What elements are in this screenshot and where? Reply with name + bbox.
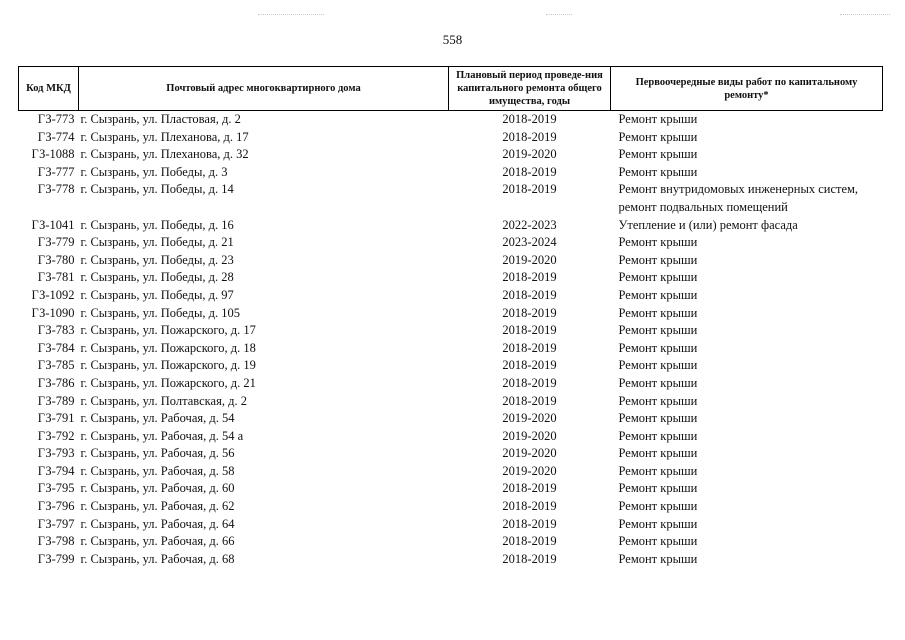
cell-code: ГЗ-781 [37,270,75,285]
cell-period: 2018-2019 [502,340,557,355]
table-row [19,181,883,216]
cell-code: ГЗ-1041 [31,217,75,232]
cell-code: ГЗ-791 [37,411,75,426]
cell-code: ГЗ-785 [37,358,75,373]
cell-address: г. Сызрань, ул. Пожарского, д. 21 [80,375,256,390]
cell-code: ГЗ-796 [37,499,75,514]
table-row [19,375,883,393]
cell-period: 2022-2023 [502,217,557,232]
table-row [19,234,883,252]
header-period: Плановый период проведе-ния капитального ремонта общего имущества, годы [449,67,611,111]
cell-work: Ремонт крыши [618,446,698,461]
table-row [19,287,883,305]
cell-work: Ремонт крыши [618,305,698,320]
cell-work: Ремонт крыши [618,463,698,478]
cell-work: Ремонт крыши [618,340,698,355]
cell-address: г. Сызрань, ул. Рабочая, д. 60 [80,481,235,496]
table-row [19,217,883,235]
cell-address: г. Сызрань, ул. Победы, д. 105 [80,305,240,320]
cell-period: 2018-2019 [502,481,557,496]
table-row [19,516,883,534]
cell-code: ГЗ-1088 [31,147,75,162]
cell-address: г. Сызрань, ул. Рабочая, д. 56 [80,446,235,461]
table-row [19,480,883,498]
cell-address: г. Сызрань, ул. Рабочая, д. 66 [80,534,235,549]
cell-period: 2018-2019 [502,551,557,566]
cell-code: ГЗ-786 [37,375,75,390]
cell-work: Ремонт крыши [618,551,698,566]
table-row [19,111,883,129]
header-code: Код МКД [19,67,79,111]
cell-code: ГЗ-778 [37,182,75,197]
cell-work: Ремонт крыши [618,393,698,408]
header-work: Первоочередные виды работ по капитальному ремонту* [611,67,883,111]
cell-address: г. Сызрань, ул. Пожарского, д. 19 [80,358,256,373]
cell-work: Ремонт крыши [618,481,698,496]
cell-address: г. Сызрань, ул. Полтавская, д. 2 [80,393,247,408]
table-row [19,445,883,463]
cell-code: ГЗ-795 [37,481,75,496]
scan-noise [258,14,324,17]
cell-address: г. Сызрань, ул. Рабочая, д. 64 [80,516,235,531]
cell-address: г. Сызрань, ул. Рабочая, д. 54 а [80,428,244,443]
scan-noise [546,14,572,17]
cell-period: 2018-2019 [502,164,557,179]
table-row [19,322,883,340]
cell-address: г. Сызрань, ул. Плеханова, д. 17 [80,129,249,144]
cell-work: Ремонт крыши [618,252,698,267]
table-row [19,410,883,428]
cell-work: Ремонт крыши [618,129,698,144]
cell-work: Утепление и (или) ремонт фасада [618,217,798,232]
cell-code: ГЗ-798 [37,534,75,549]
cell-period: 2019-2020 [502,252,557,267]
cell-work: Ремонт внутридомовых инженерных систем, ремонт подвальных помещений [618,182,859,214]
cell-period: 2018-2019 [502,287,557,302]
cell-period: 2019-2020 [502,428,557,443]
table-row [19,498,883,516]
table-row [19,146,883,164]
header-row [19,67,883,111]
cell-code: ГЗ-793 [37,446,75,461]
cell-address: г. Сызрань, ул. Рабочая, д. 54 [80,411,235,426]
cell-work: Ремонт крыши [618,534,698,549]
cell-code: ГЗ-777 [37,164,75,179]
cell-address: г. Сызрань, ул. Победы, д. 28 [80,270,234,285]
cell-code: ГЗ-773 [37,112,75,126]
cell-address: г. Сызрань, ул. Пожарского, д. 18 [80,340,256,355]
table-row [19,428,883,446]
cell-code: ГЗ-774 [37,129,75,144]
cell-work: Ремонт крыши [618,428,698,443]
cell-address: г. Сызрань, ул. Победы, д. 3 [80,164,228,179]
cell-address: г. Сызрань, ул. Победы, д. 23 [80,252,234,267]
table-row [19,463,883,481]
cell-period: 2023-2024 [502,235,557,250]
header-address: Почтовый адрес многоквартирного дома [79,67,449,111]
cell-period: 2018-2019 [502,323,557,338]
cell-period: 2018-2019 [502,516,557,531]
cell-period: 2018-2019 [502,129,557,144]
table-row [19,533,883,551]
table-header [19,67,883,111]
cell-code: ГЗ-1090 [31,305,75,320]
cell-work: Ремонт крыши [618,235,698,250]
cell-period: 2019-2020 [502,411,557,426]
cell-period: 2018-2019 [502,112,557,126]
cell-period: 2018-2019 [502,305,557,320]
table-row [19,252,883,270]
cell-period: 2018-2019 [502,375,557,390]
table-row [19,305,883,323]
cell-work: Ремонт крыши [618,411,698,426]
cell-address: г. Сызрань, ул. Пластовая, д. 2 [80,112,241,126]
cell-work: Ремонт крыши [618,358,698,373]
cell-address: г. Сызрань, ул. Победы, д. 21 [80,235,234,250]
cell-work: Ремонт крыши [618,287,698,302]
repair-table [18,66,883,568]
cell-address: г. Сызрань, ул. Пожарского, д. 17 [80,323,256,338]
cell-work: Ремонт крыши [618,164,698,179]
repair-table-container [18,66,883,568]
scan-noise [840,14,890,17]
table-body [19,111,883,569]
cell-address: г. Сызрань, ул. Победы, д. 16 [80,217,234,232]
cell-code: ГЗ-799 [37,551,75,566]
cell-period: 2019-2020 [502,463,557,478]
page-number: 558 [442,32,463,47]
cell-address: г. Сызрань, ул. Рабочая, д. 62 [80,499,235,514]
table-row [19,357,883,375]
cell-work: Ремонт крыши [618,147,698,162]
table-row [19,164,883,182]
cell-address: г. Сызрань, ул. Плеханова, д. 32 [80,147,249,162]
cell-work: Ремонт крыши [618,516,698,531]
table-row [19,393,883,411]
cell-address: г. Сызрань, ул. Победы, д. 97 [80,287,234,302]
cell-period: 2019-2020 [502,446,557,461]
cell-period: 2018-2019 [502,358,557,373]
cell-code: ГЗ-780 [37,252,75,267]
cell-code: ГЗ-789 [37,393,75,408]
table-row [19,269,883,287]
cell-address: г. Сызрань, ул. Рабочая, д. 68 [80,551,235,566]
cell-work: Ремонт крыши [618,375,698,390]
cell-address: г. Сызрань, ул. Победы, д. 14 [80,182,234,197]
cell-code: ГЗ-784 [37,340,75,355]
cell-code: ГЗ-783 [37,323,75,338]
table-row [19,340,883,358]
cell-code: ГЗ-792 [37,428,75,443]
cell-code: ГЗ-797 [37,516,75,531]
cell-work: Ремонт крыши [618,112,698,126]
cell-work: Ремонт крыши [618,270,698,285]
cell-period: 2019-2020 [502,147,557,162]
cell-period: 2018-2019 [502,499,557,514]
table-row [19,129,883,147]
cell-work: Ремонт крыши [618,323,698,338]
cell-code: ГЗ-1092 [31,287,75,302]
cell-period: 2018-2019 [502,393,557,408]
cell-period: 2018-2019 [502,534,557,549]
cell-address: г. Сызрань, ул. Рабочая, д. 58 [80,463,235,478]
cell-work: Ремонт крыши [618,499,698,514]
cell-period: 2018-2019 [502,182,557,197]
cell-code: ГЗ-779 [37,235,75,250]
cell-code: ГЗ-794 [37,463,75,478]
table-row [19,551,883,569]
cell-period: 2018-2019 [502,270,557,285]
